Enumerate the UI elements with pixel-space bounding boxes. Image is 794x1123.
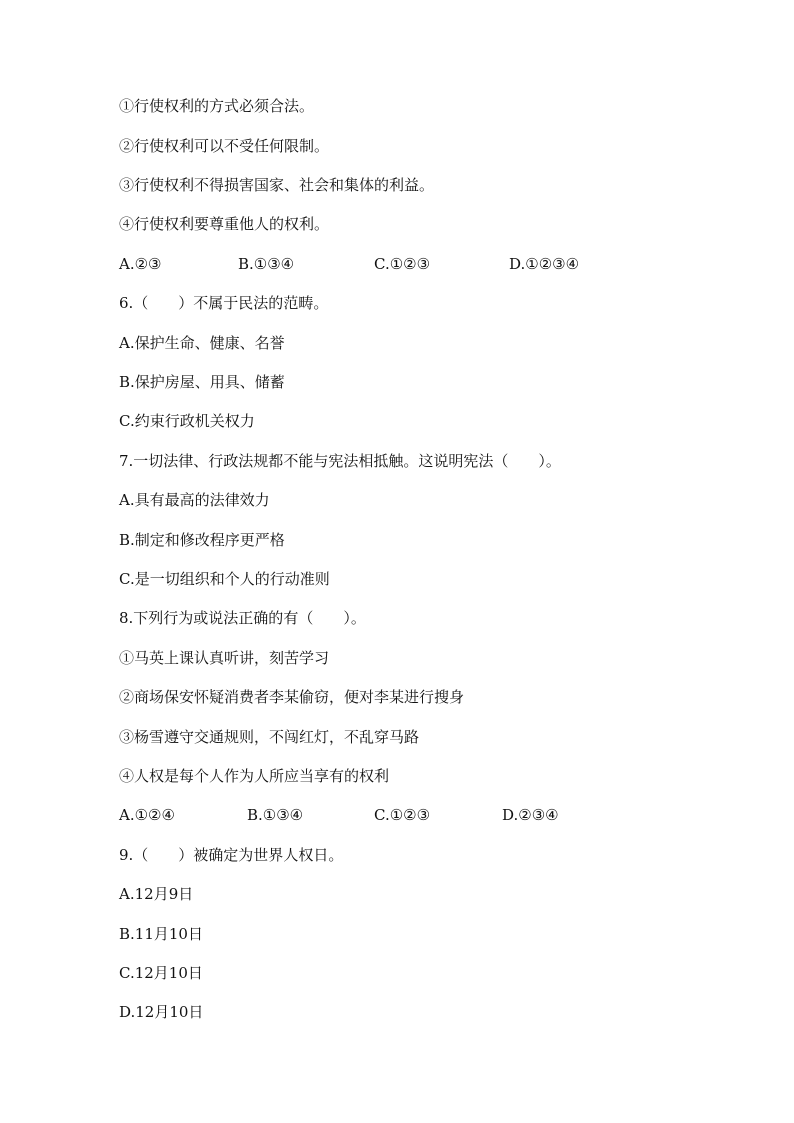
q8-statement-1: ①马英上课认真听讲，刻苦学习	[119, 649, 330, 667]
q5-statement-4: ④行使权利要尊重他人的权利。	[119, 215, 330, 233]
q6-option-b: B.保护房屋、用具、储蓄	[119, 373, 285, 391]
q9-stem: 9.（ ）被确定为世界人权日。	[119, 846, 344, 864]
q9-option-b: B.11月10日	[119, 925, 203, 943]
q8-options-row	[119, 805, 719, 825]
q5-option-c: C.①②③	[374, 255, 431, 273]
q8-option-b: B.①③④	[247, 806, 304, 824]
q8-statement-2: ②商场保安怀疑消费者李某偷窃，便对李某进行搜身	[119, 688, 465, 706]
q8-option-c: C.①②③	[374, 806, 431, 824]
q9-option-c: C.12月10日	[119, 964, 203, 982]
q6-option-c: C.约束行政机关权力	[119, 412, 255, 430]
q5-option-a: A.②③	[119, 255, 162, 273]
q8-statement-4: ④人权是每个人作为人所应当享有的权利	[119, 767, 390, 785]
q7-option-b: B.制定和修改程序更严格	[119, 531, 285, 549]
q5-option-d: D.①②③④	[509, 255, 580, 273]
q7-option-a: A.具有最高的法律效力	[119, 491, 270, 509]
q5-options-row	[119, 254, 719, 274]
q8-option-d: D.②③④	[502, 806, 559, 824]
q5-statement-2: ②行使权利可以不受任何限制。	[119, 137, 330, 155]
q9-option-a: A.12月9日	[119, 885, 194, 903]
q8-option-a: A.①②④	[119, 806, 175, 824]
q8-stem: 8.下列行为或说法正确的有（ ）。	[119, 609, 366, 627]
q7-option-c: C.是一切组织和个人的行动准则	[119, 570, 330, 588]
q6-stem: 6.（ ）不属于民法的范畴。	[119, 294, 329, 312]
q6-option-a: A.保护生命、健康、名誉	[119, 334, 285, 352]
q9-option-d: D.12月10日	[119, 1003, 204, 1021]
q5-statement-1: ①行使权利的方式必须合法。	[119, 97, 315, 115]
q5-option-b: B.①③④	[238, 255, 295, 273]
q8-statement-3: ③杨雪遵守交通规则，不闯红灯，不乱穿马路	[119, 728, 420, 746]
q5-statement-3: ③行使权利不得损害国家、社会和集体的利益。	[119, 176, 435, 194]
q7-stem: 7.一切法律、行政法规都不能与宪法相抵触。这说明宪法（ ）。	[119, 452, 561, 470]
